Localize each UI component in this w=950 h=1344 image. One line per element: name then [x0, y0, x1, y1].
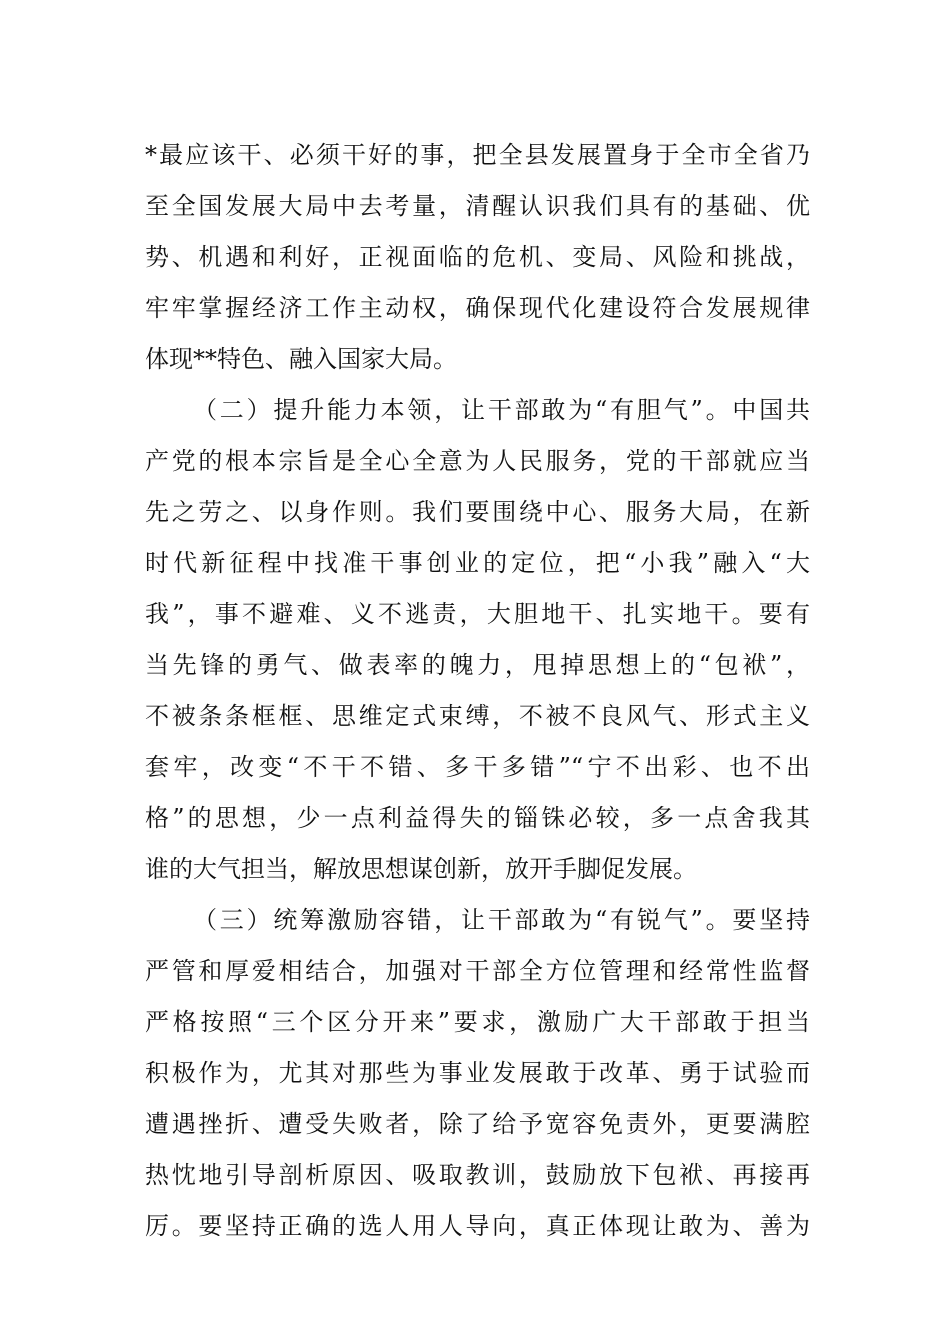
text-line: 厉。要坚持正确的选人用人导向，真正体现让敢为、善为: [145, 1212, 810, 1240]
text-line: 积极作为，尤其对那些为事业发展敢于改革、勇于试验而: [145, 1059, 810, 1087]
text-line: 牢牢掌握经济工作主动权，确保现代化建设符合发展规律: [145, 294, 810, 322]
text-line: 先之劳之、以身作则。我们要围绕中心、服务大局，在新: [145, 498, 810, 526]
text-line: 不被条条框框、思维定式束缚，不被不良风气、形式主义: [145, 702, 810, 730]
body-text: [145, 130, 810, 1252]
text-line: 当先锋的勇气、做表率的魄力，甩掉思想上的“包袱”，: [145, 651, 810, 679]
text-line: 时代新征程中找准干事创业的定位，把“小我”融入“大: [145, 549, 810, 577]
text-line: 套牢，改变“不干不错、多干多错”“宁不出彩、也不出: [145, 753, 810, 781]
text-line: 遭遇挫折、遭受失败者，除了给予宽容免责外，更要满腔: [145, 1110, 810, 1138]
text-line: *最应该干、必须干好的事，把全县发展置身于全市全省乃: [145, 141, 810, 169]
text-line: 严格按照“三个区分开来”要求，激励广大干部敢于担当: [145, 1008, 810, 1036]
text-line: 热忱地引导剖析原因、吸取教训，鼓励放下包袱、再接再: [145, 1161, 810, 1189]
text-line: 我”，事不避难、义不逃责，大胆地干、扎实地干。要有: [145, 600, 810, 628]
text-line: 产党的根本宗旨是全心全意为人民服务，党的干部就应当: [145, 447, 810, 475]
text-line: （二）提升能力本领，让干部敢为“有胆气”。中国共: [193, 396, 810, 424]
text-line: （三）统筹激励容错，让干部敢为“有锐气”。要坚持: [193, 906, 810, 934]
text-line: 谁的大气担当，解放思想谋创新，放开手脚促发展。: [145, 855, 697, 883]
text-line: 体现**特色、融入国家大局。: [145, 345, 457, 373]
text-line: 势、机遇和利好，正视面临的危机、变局、风险和挑战，: [145, 243, 810, 271]
text-line: 格”的思想，少一点利益得失的锱铢必较，多一点舍我其: [145, 804, 810, 832]
text-line: 至全国发展大局中去考量，清醒认识我们具有的基础、优: [145, 192, 810, 220]
text-line: 严管和厚爱相结合，加强对干部全方位管理和经常性监督: [145, 957, 810, 985]
